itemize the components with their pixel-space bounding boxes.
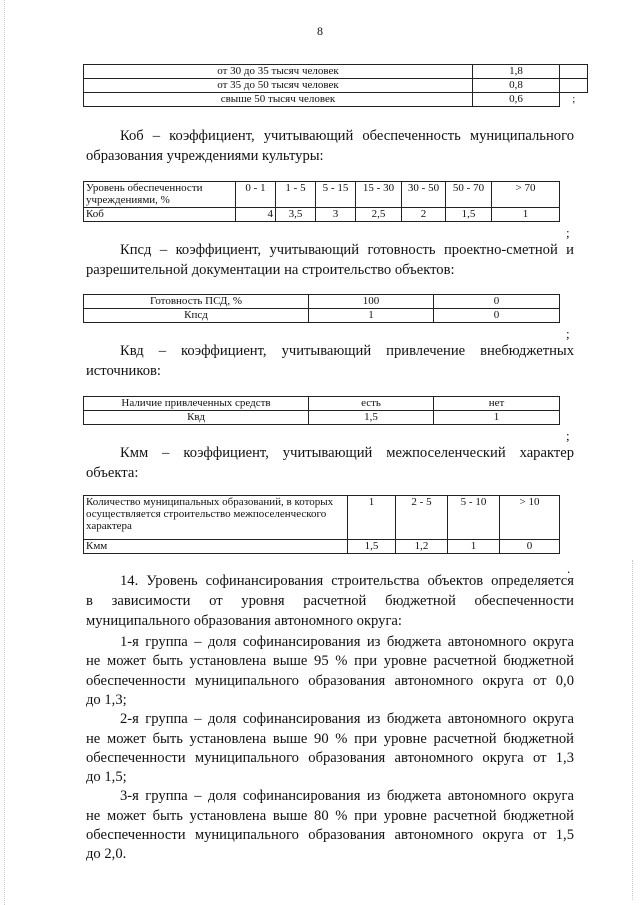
kvd-value: 1 [434,411,560,425]
table-cell: от 30 до 35 тысяч человек [84,65,473,79]
population-table [83,64,588,107]
table-row [84,65,588,79]
kob-range: 30 - 50 [402,182,446,208]
group1-line: не может быть установлена выше 95 % при уровне расчетной бюджетной [86,653,574,669]
kpsd-header: 0 [434,295,560,309]
kob-value: 4 [236,208,276,222]
kob-value: 3 [316,208,356,222]
group3-line: обеспеченности муниципального образования автономного округа от 1,5 [86,827,574,843]
kvd-table [83,396,560,425]
table-header-row [84,397,560,411]
kmm-text-line1: Кмм – коэффициент, учитывающий межпоселенческий характер [120,445,574,461]
kob-range: 0 - 1 [236,182,276,208]
kpsd-row-label: Кпсд [84,309,309,323]
kpsd-header-label: Готовность ПСД, % [84,295,309,309]
kvd-header: нет [434,397,560,411]
scan-edge-left [4,0,6,905]
table-header-row [84,295,560,309]
kpsd-text-line2: разрешительной документации на строительство объектов: [86,262,455,278]
kmm-header-label: Количество муниципальных образований, в которых осуществляется строительство межпоселенческого характера [84,496,348,540]
table-cell: 0,8 [473,79,560,93]
table-row [84,309,560,323]
table-header-row [84,182,560,208]
kvd-header-label: Наличие привлеченных средств [84,397,309,411]
table-cell [560,65,588,79]
group1-line: до 1,3; [86,692,127,708]
table-row [84,208,560,222]
table-row [84,93,588,107]
kmm-text-line2: объекта: [86,465,139,481]
group2-line: 2-я группа – доля софинансирования из бюджета автономного округа [120,711,574,727]
kpsd-value: 1 [309,309,434,323]
kob-header-label: Уровень обеспеченности учреждениями, % [84,182,236,208]
kvd-value: 1,5 [309,411,434,425]
kmm-end-mark: . [567,561,571,576]
kob-range: 50 - 70 [446,182,492,208]
kob-table [83,181,560,222]
group1-line: 1-я группа – доля софинансирования из бюджета автономного округа [120,634,574,650]
kob-row-label: Коб [84,208,236,222]
kmm-value: 1,5 [348,540,396,554]
kpsd-header: 100 [309,295,434,309]
kpsd-table [83,294,560,323]
section14-line: 14. Уровень софинансирования строительства объектов определяется [120,573,574,589]
group3-line: 3-я группа – доля софинансирования из бюджета автономного округа [120,788,574,804]
kob-text-line2: образования учреждениями культуры: [86,148,324,164]
kmm-header: > 10 [500,496,560,540]
kob-value: 1,5 [446,208,492,222]
kob-value: 1 [492,208,560,222]
kvd-end-mark: ; [566,428,570,443]
kob-value: 3,5 [276,208,316,222]
group2-line: до 1,5; [86,769,127,785]
kvd-row-label: Квд [84,411,309,425]
table-cell: 0,6 [473,93,560,107]
page-number: 8 [317,24,323,38]
kmm-header: 1 [348,496,396,540]
group2-line: не может быть установлена выше 90 % при уровне расчетной бюджетной [86,731,574,747]
kpsd-end-mark: ; [566,326,570,341]
group1-line: обеспеченности муниципального образования автономного округа от 0,0 [86,673,574,689]
kpsd-text-line1: Кпсд – коэффициент, учитывающий готовность проектно-сметной и [120,242,574,258]
kpsd-value: 0 [434,309,560,323]
section14-line: в зависимости от уровня расчетной бюджетной обеспеченности [86,593,574,609]
kmm-value: 0 [500,540,560,554]
kvd-header: есть [309,397,434,411]
kvd-text-line2: источников: [86,363,161,379]
kmm-header: 5 - 10 [448,496,500,540]
kmm-value: 1 [448,540,500,554]
table-end-mark: ; [572,93,576,106]
kob-range: 15 - 30 [356,182,402,208]
kmm-header: 2 - 5 [396,496,448,540]
section14-line: муниципального образования автономного округа: [86,613,402,629]
table-row [84,411,560,425]
kob-value: 2,5 [356,208,402,222]
group2-line: обеспеченности муниципального образования автономного округа от 1,3 [86,750,574,766]
table-row [84,540,560,554]
table-row [84,79,588,93]
kob-value: 2 [402,208,446,222]
kob-range: 5 - 15 [316,182,356,208]
kob-text-line1: Коб – коэффициент, учитывающий обеспеченность муниципального [120,128,574,144]
table-header-row [84,496,560,540]
kmm-value: 1,2 [396,540,448,554]
kmm-table [83,495,560,554]
kob-range: 1 - 5 [276,182,316,208]
kmm-row-label: Кмм [84,540,348,554]
kvd-text-line1: Квд – коэффициент, учитывающий привлечение внебюджетных [120,343,574,359]
kob-end-mark: ; [566,225,570,240]
table-cell [560,79,588,93]
group3-line: до 2,0. [86,846,127,862]
group3-line: не может быть установлена выше 80 % при уровне расчетной бюджетной [86,808,574,824]
scan-edge-right [632,560,634,900]
table-cell: от 35 до 50 тысяч человек [84,79,473,93]
kob-range: > 70 [492,182,560,208]
table-cell: свыше 50 тысяч человек [84,93,473,107]
table-cell: 1,8 [473,65,560,79]
